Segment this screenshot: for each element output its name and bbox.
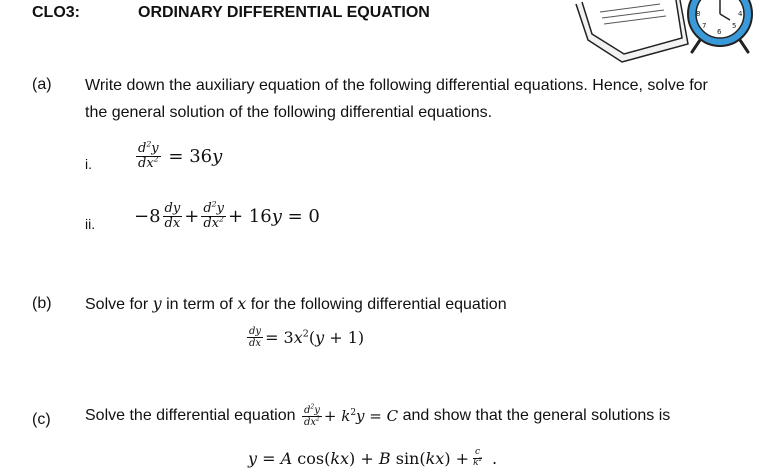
item-ii-label: ii. bbox=[85, 216, 96, 232]
equation-ii: −8 $\frac{dy}{dx}$ + $\frac{d^2y}{dx^2}$ + 16y = 0 bbox=[134, 199, 320, 232]
part-c-text: Solve the differential equation $\frac{d^2y}{dx^2}$ + $k^2y = C$ and show that the general solutions is bbox=[85, 403, 671, 428]
part-b-label: (b) bbox=[32, 295, 52, 312]
solution-c: y = A cos(kx) + B sin(kx) + $\frac{c}{k^2}$ . bbox=[248, 447, 498, 468]
item-i-label: i. bbox=[85, 156, 92, 172]
clock-number: 8 bbox=[696, 10, 701, 18]
clock-icon bbox=[688, 0, 752, 52]
clo-code: CLO3: bbox=[32, 4, 80, 21]
part-b-text: Solve for y in term of x for the following differential equation bbox=[85, 294, 507, 313]
equation-i: $\frac{d^2y}{dx^2}$ = 36y bbox=[138, 139, 223, 172]
part-a-line1: Write down the auxiliary equation of the following differential equations. Hence, solve for bbox=[85, 77, 708, 94]
clock-and-notebook-icon bbox=[570, 0, 771, 66]
clock-number: 4 bbox=[738, 10, 743, 18]
part-a-line2: the general solution of the following differential equations. bbox=[85, 104, 493, 121]
part-a-label: (a) bbox=[32, 76, 52, 93]
equation-b: $\frac{dy}{dx}$ = $3x^2(y + 1)$ bbox=[249, 326, 365, 349]
page-title: ORDINARY DIFFERENTIAL EQUATION bbox=[138, 4, 430, 21]
part-c-label: (c) bbox=[32, 411, 51, 428]
equation-c: $\frac{d^2y}{dx^2}$ + $k^2y = C$ bbox=[303, 403, 399, 428]
clock-number: 5 bbox=[732, 22, 737, 30]
clock-number: 7 bbox=[702, 22, 707, 30]
clock-number: 6 bbox=[717, 28, 722, 36]
